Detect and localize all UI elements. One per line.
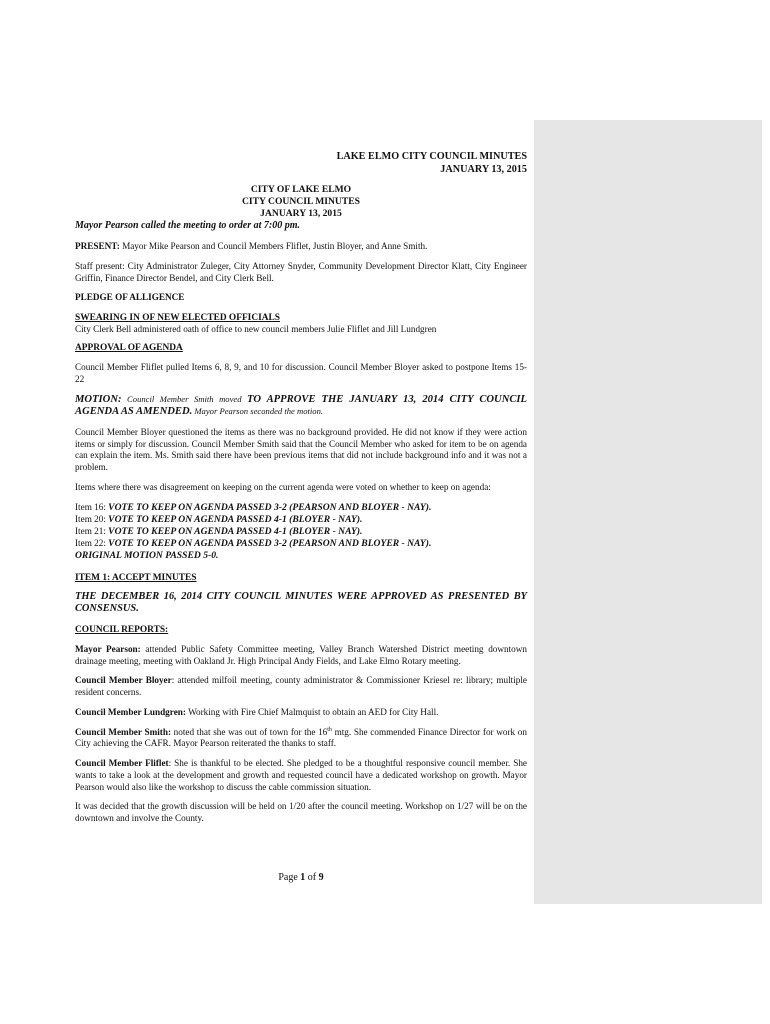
vote-item-result: VOTE TO KEEP ON AGENDA PASSED 4-1 (BLOYER - NAY).	[108, 525, 363, 537]
report-smith-text-b: mtg. She commended Finance Director for work on City achieving the CAFR. Mayor Pearson reiterated the thanks to staff.	[75, 726, 527, 749]
approval-text: Council Member Fliflet pulled Items 6, 8, 9, and 10 for discussion. Council Member Bloyer asked to postpone Items 15-22	[75, 361, 527, 384]
title-line-2: CITY COUNCIL MINUTES	[242, 195, 360, 207]
running-header-date: JANUARY 13, 2015	[440, 164, 527, 176]
report-smith-label: Council Member Smith:	[75, 726, 172, 737]
motion-action: TO APPROVE THE JANUARY 13, 2014 CITY COUNCIL AGENDA AS AMENDED.	[75, 393, 527, 418]
motion-second: Mayor Pearson seconded the motion.	[192, 406, 324, 417]
report-smith-text-a: noted that she was out of town for the 16	[171, 726, 328, 737]
original-motion-result: ORIGINAL MOTION PASSED 5-0.	[75, 550, 219, 562]
vote-item-label: Item 20:	[75, 513, 109, 524]
present-label: PRESENT:	[75, 241, 120, 252]
report-fliflet	[75, 758, 527, 793]
report-smith-sup: th	[327, 726, 332, 733]
workshop-text: It was decided that the growth discussion will be held on 1/20 after the council meeting. Workshop on 1/27 will be on the downtown and involve the County.	[75, 801, 527, 824]
document-body	[75, 150, 527, 825]
report-pearson-text: attended Public Safety Committee meeting, Valley Branch Watershed District meeting downtown drainage meeting, meeting with Oakland Jr. High Principal Andy Fields, and Lake Elmo Rotary meeting.	[75, 643, 527, 666]
running-header-title: LAKE ELMO CITY COUNCIL MINUTES	[336, 151, 527, 162]
report-bloyer-label: Council Member Bloyer	[75, 675, 172, 686]
vote-item	[75, 526, 527, 538]
footer-prefix: Page	[278, 872, 301, 883]
approval-heading: APPROVAL OF AGENDA	[75, 342, 183, 353]
report-pearson	[75, 644, 527, 668]
vote-item	[75, 538, 527, 550]
title-line-1: CITY OF LAKE ELMO	[250, 183, 352, 195]
title-line-3: JANUARY 13, 2015	[260, 208, 342, 220]
report-pearson-label: Mayor Pearson:	[75, 643, 141, 654]
vote-item-label: Item 22:	[75, 537, 109, 548]
reports-heading: COUNCIL REPORTS:	[75, 624, 169, 635]
report-fliflet-label: Council Member Fliflet	[75, 758, 169, 769]
vote-item-label: Item 21:	[75, 525, 109, 536]
item1-result: THE DECEMBER 16, 2014 CITY COUNCIL MINUTES WERE APPROVED AS PRESENTED BY CONSENSUS.	[75, 591, 527, 615]
footer-page-number: 1	[300, 872, 306, 883]
bloyer-question: Council Member Bloyer questioned the items as there was no background provided. He did not know if they were action items or simply for discussion. Council Member Smith said that the Council Member who asked for item to be on agenda can explain the item. Ms. Smith said there have been previous items that did not include background info and it was not a problem.	[75, 426, 527, 473]
vote-item-result: VOTE TO KEEP ON AGENDA PASSED 3-2 (PEARSON AND BLOYER - NAY).	[108, 537, 432, 549]
report-lundgren	[75, 707, 527, 719]
report-lundgren-text: Working with Fire Chief Malmquist to obtain an AED for City Hall.	[185, 706, 439, 717]
comment-pane	[534, 120, 762, 904]
page-footer	[75, 872, 527, 883]
votes-list	[75, 502, 527, 562]
staff-present: Staff present: City Administrator Zuleger, City Attorney Snyder, Community Development Director Klatt, City Engineer Griffin, Finance Director Bendel, and City Clerk Bell.	[75, 260, 527, 283]
swearing-heading: SWEARING IN OF NEW ELECTED OFFICIALS	[75, 313, 280, 324]
item1-heading: ITEM 1: ACCEPT MINUTES	[75, 573, 197, 584]
motion-mover: Council Member Smith moved	[121, 393, 248, 404]
pledge-heading: PLEDGE OF ALLIGENCE	[75, 292, 185, 303]
present-text: Mayor Mike Pearson and Council Members Fliflet, Justin Bloyer, and Anne Smith.	[119, 241, 428, 252]
vote-item-label: Item 16:	[75, 501, 109, 512]
disagreement-text: Items where there was disagreement on keeping on the current agenda were voted on whether to keep on agenda:	[75, 481, 491, 492]
present-paragraph	[75, 241, 527, 253]
vote-item-result: VOTE TO KEEP ON AGENDA PASSED 4-1 (BLOYER - NAY).	[108, 513, 363, 525]
report-smith	[75, 727, 527, 751]
report-bloyer	[75, 675, 527, 699]
vote-item	[75, 514, 527, 526]
motion-paragraph	[75, 394, 527, 419]
vote-item	[75, 502, 527, 514]
report-lundgren-label: Council Member Lundgren:	[75, 706, 186, 717]
swearing-text: City Clerk Bell administered oath of office to new council members Julie Fliflet and Jill Lundgren	[75, 324, 437, 335]
vote-item-result: VOTE TO KEEP ON AGENDA PASSED 3-2 (PEARSON AND BLOYER - NAY).	[108, 501, 432, 513]
report-fliflet-text: : She is thankful to be elected. She pledged to be a thoughtful responsive council member. She wants to take a look at the development and growth and requested council have a dedicated workshop on growth. Mayor Pearson would also like the workshop to discuss the cable commission situation.	[75, 758, 527, 792]
footer-of: of	[305, 872, 319, 883]
footer-page-total: 9	[318, 872, 324, 883]
motion-label: MOTION:	[75, 393, 122, 405]
report-bloyer-text: : attended milfoil meeting, county administrator & Commissioner Kriesel re: library; multiple resident concerns.	[75, 675, 527, 698]
call-to-order: Mayor Pearson called the meeting to order at 7:00 pm.	[75, 220, 300, 232]
